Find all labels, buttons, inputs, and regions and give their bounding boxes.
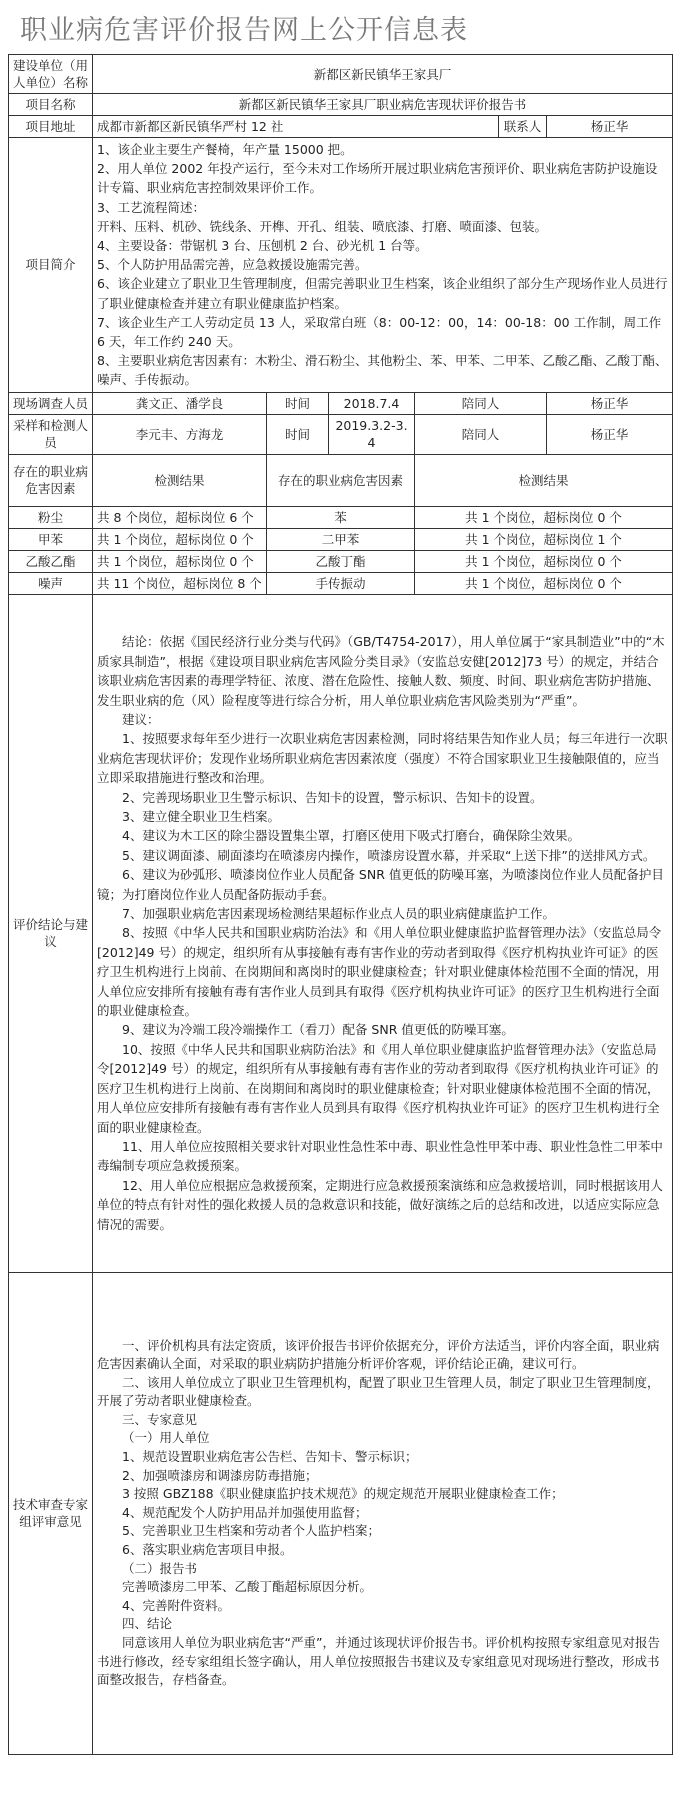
sampling-accomp-label: 陪同人 xyxy=(415,414,547,454)
survey-people: 龚文正、潘学良 xyxy=(93,392,267,414)
conclusion-paragraph: 9、建议为冷端工段冷端操作工（看刀）配备 SNR 值更低的防噪耳塞。 xyxy=(122,1022,514,1038)
conclusion-paragraph: 12、用人单位应根据应急救援预案，定期进行应急救援预案演练和应急救援培训，同时根据该用人单位的特点有针对性的强化救援人员的急救意识和技能，做好演练之后的总结和改进，以适应实际应急情况的需要。 xyxy=(97,1177,663,1232)
review-paragraph: 1、规范设置职业病危害公告栏、告知卡、警示标识； xyxy=(122,1449,418,1465)
survey-row xyxy=(9,392,673,414)
employer-row xyxy=(9,55,673,94)
intro-item-3: 3、工艺流程简述： xyxy=(97,199,205,215)
intro-content xyxy=(93,138,673,393)
employer-value: 新都区新民镇华王家具厂 xyxy=(93,55,673,94)
conclusion-paragraph: 11、用人单位应按照相关要求针对职业性急性苯中毒、职业性急性甲苯中毒、职业性急性二甲苯中毒编制专项应急救援预案。 xyxy=(97,1138,663,1174)
review-paragraph: 4、规范配发个人防护用品并加强使用监督； xyxy=(122,1504,368,1520)
review-paragraph: （二）报告书 xyxy=(122,1560,198,1576)
sampling-time-label: 时间 xyxy=(267,414,329,454)
hazard-header-factor: 存在的职业病危害因素 xyxy=(9,454,93,506)
conclusion-paragraph: 4、建议为木工区的除尘器设置集尘罩，打磨区使用下吸式打磨台，确保除尘效果。 xyxy=(122,828,580,844)
hazard-factor: 甲苯 xyxy=(9,528,93,550)
conclusion-paragraph: 结论：依据《国民经济行业分类与代码》（GB/T4754-2017），用人单位属于“家具制造业”中的“木质家具制造”，根据《建设项目职业病危害风险分类目录》（安监总安健[2012]73 号）的规定，并结合该职业病危害因素的毒理学特征、浓度、潜在危险性、接触人数、频度、时间、职业病危害防护措施、发生职业病的危（风）险程度等进行综合分析，用人单位职业病危害风险类别为“严重”。 xyxy=(97,634,665,708)
address-value: 成都市新都区新民镇华严村 12 社 xyxy=(93,116,499,138)
hazard-result-2: 共 1 个岗位，超标岗位 0 个 xyxy=(415,572,673,594)
conclusion-paragraph: 5、建议调面漆、刷面漆均在喷漆房内操作，喷漆房设置水幕，并采取“上送下排”的送排风方式。 xyxy=(122,847,656,863)
review-paragraph: 一、评价机构具有法定资质，该评价报告书评价依据充分，评价方法适当，评价内容全面，职业病危害因素确认全面，对采取的职业病防护措施分析评价客观，评价结论正确，建议可行。 xyxy=(97,1337,660,1372)
intro-label: 项目简介 xyxy=(9,138,93,393)
hazard-result-2: 共 1 个岗位，超标岗位 0 个 xyxy=(415,506,673,528)
conclusion-paragraph: 1、按照要求每年至少进行一次职业病危害因素检测，同时将结果告知作业人员；每三年进行一次职业病危害现状评价；发现作业场所职业病危害因素浓度（强度）不符合国家职业卫生接触限值的，应当立即采取措施进行整改和治理。 xyxy=(97,731,668,786)
intro-item-2: 2、用人单位 2002 年投产运行，至今未对工作场所开展过职业病危害预评价、职业病危害防护设施设计专篇、职业病危害控制效果评价工作。 xyxy=(97,161,658,196)
conclusion-paragraph: 8、按照《中华人民共和国职业病防治法》和《用人单位职业健康监护监督管理办法》（安监总局令[2012]49 号）的规定，组织所有从事接触有毒有害作业的劳动者到取得《医疗机构执业许可证》的医疗卫生机构进行上岗前、在岗期间和离岗时的职业健康检查；针对职业健康体检范围不全面的情况，用人单位应安排所有接触有毒有害作业人员到具有取得《医疗机构执业许可证》的医疗卫生机构进行全面的职业健康检查。 xyxy=(97,925,662,1019)
sampling-people: 李元丰、方海龙 xyxy=(93,414,267,454)
conclusion-paragraph: 3、建立健全职业卫生档案。 xyxy=(122,809,280,824)
intro-row xyxy=(9,138,673,393)
review-paragraph: 二、该用人单位成立了职业卫生管理机构，配置了职业卫生管理人员，制定了职业卫生管理制度，开展了劳动者职业健康检查。 xyxy=(97,1374,660,1409)
survey-accomp-label: 陪同人 xyxy=(415,392,547,414)
review-paragraph: 四、结论 xyxy=(122,1616,173,1632)
hazard-factor: 噪声 xyxy=(9,572,93,594)
review-paragraph: 6、落实职业病危害项目申报。 xyxy=(122,1542,293,1558)
review-paragraph: 完善喷漆房二甲苯、乙酸丁酯超标原因分析。 xyxy=(122,1579,373,1595)
hazard-row xyxy=(9,528,673,550)
hazard-factor-2: 手传振动 xyxy=(267,572,415,594)
conclusion-label: 评价结论与建议 xyxy=(9,594,93,1272)
project-name-row xyxy=(9,94,673,116)
intro-item-6: 5、个人防护用品需完善，应急救援设施需完善。 xyxy=(97,257,368,273)
hazard-header-result-2: 检测结果 xyxy=(415,454,673,506)
review-content xyxy=(93,1272,673,1754)
address-label: 项目地址 xyxy=(9,116,93,138)
review-paragraph: 2、加强喷漆房和调漆房防毒措施； xyxy=(122,1467,318,1483)
intro-item-7: 6、该企业建立了职业卫生管理制度，但需完善职业卫生档案，该企业组织了部分生产现场作业人员进行了职业健康检查并建立有职业健康监护档案。 xyxy=(97,276,668,311)
hazard-result: 共 11 个岗位，超标岗位 8 个 xyxy=(93,572,267,594)
survey-accomp: 杨正华 xyxy=(547,392,673,414)
survey-time-label: 时间 xyxy=(267,392,329,414)
hazard-result: 共 1 个岗位，超标岗位 0 个 xyxy=(93,550,267,572)
address-row xyxy=(9,116,673,138)
review-paragraph: 同意该用人单位为职业病危害“严重”，并通过该现状评价报告书。评价机构按照专家组意见对报告书进行修改，经专家组组长签字确认，用人单位按照报告书建议及专家组意见对现场进行整改，形成书面整改报告，存档备查。 xyxy=(97,1635,660,1688)
hazard-factor: 粉尘 xyxy=(9,506,93,528)
contact-label: 联系人 xyxy=(499,116,547,138)
intro-item-1: 1、该企业主要生产餐椅，年产量 15000 把。 xyxy=(97,142,353,157)
hazard-factor-2: 二甲苯 xyxy=(267,528,415,550)
intro-item-4: 开料、压料、机砂、铣线条、开榫、开孔、组装、喷底漆、打磨、喷面漆、包装。 xyxy=(97,218,548,234)
conclusion-paragraph: 10、按照《中华人民共和国职业病防治法》和《用人单位职业健康监护监督管理办法》（安监总局令[2012]49 号）的规定，组织所有从事接触有毒有害作业的劳动者到取得《医疗机构执业许可证》的医疗卫生机构进行上岗前、在岗期间和离岗时的职业健康检查；针对职业健康体检范围不全面的情况，用人单位应安排所有接触有毒有害作业人员到具有取得《医疗机构执业许可证》的医疗卫生机构进行全面的职业健康检查。 xyxy=(97,1041,660,1135)
conclusion-paragraph: 6、建议为砂弧形、喷漆岗位作业人员配备 SNR 值更低的防噪耳塞，为喷漆岗位作业人员配备护目镜；为打磨岗位作业人员配备防振动手套。 xyxy=(97,867,664,902)
review-paragraph: 3 按照 GBZ188《职业健康监护技术规范》的规定规范开展职业健康检查工作； xyxy=(122,1486,564,1502)
sampling-accomp: 杨正华 xyxy=(547,414,673,454)
conclusion-paragraph: 建议： xyxy=(122,711,160,727)
hazard-result-2: 共 1 个岗位，超标岗位 0 个 xyxy=(415,550,673,572)
page-title: 职业病危害评价报告网上公开信息表 xyxy=(20,15,468,46)
review-paragraph: 5、完善职业卫生档案和劳动者个人监护档案； xyxy=(122,1523,380,1539)
hazard-factor: 乙酸乙酯 xyxy=(9,550,93,572)
hazard-result: 共 1 个岗位，超标岗位 0 个 xyxy=(93,528,267,550)
intro-item-8: 7、该企业生产工人劳动定员 13 人，采取常白班（8：00-12：00，14：00-18：00 工作制，周工作 6 天，年工作约 240 天。 xyxy=(97,314,662,350)
employer-label: 建设单位（用人单位）名称 xyxy=(9,55,93,94)
hazard-row xyxy=(9,506,673,528)
project-name-label: 项目名称 xyxy=(9,94,93,116)
sampling-row xyxy=(9,414,673,454)
sampling-label: 采样和检测人员 xyxy=(9,414,93,454)
hazard-header-row xyxy=(9,454,673,506)
review-paragraph: 4、完善附件资料。 xyxy=(122,1597,230,1613)
hazard-factor-2: 乙酸丁酯 xyxy=(267,550,415,572)
hazard-result: 共 8 个岗位，超标岗位 6 个 xyxy=(93,506,267,528)
hazard-header-result: 检测结果 xyxy=(93,454,267,506)
contact-value: 杨正华 xyxy=(547,116,673,138)
survey-label: 现场调查人员 xyxy=(9,392,93,414)
hazard-result-2: 共 1 个岗位，超标岗位 1 个 xyxy=(415,528,673,550)
intro-item-9: 8、主要职业病危害因素有：木粉尘、滑石粉尘、其他粉尘、苯、甲苯、二甲苯、乙酸乙酯、乙酸丁酯、噪声、手传振动。 xyxy=(97,353,668,388)
review-paragraph: （一）用人单位 xyxy=(122,1430,210,1446)
conclusion-paragraph: 7、加强职业病危害因素现场检测结果超标作业点人员的职业病健康监护工作。 xyxy=(122,906,555,922)
survey-time: 2018.7.4 xyxy=(329,392,415,414)
disclosure-form-table xyxy=(8,54,673,1755)
hazard-row xyxy=(9,550,673,572)
hazard-header-factor-2: 存在的职业病危害因素 xyxy=(267,454,415,506)
conclusion-content xyxy=(93,594,673,1272)
sampling-time: 2019.3.2-3.4 xyxy=(329,414,415,454)
review-paragraph: 三、专家意见 xyxy=(122,1411,198,1427)
hazard-factor-2: 苯 xyxy=(267,506,415,528)
review-row xyxy=(9,1272,673,1754)
hazard-row xyxy=(9,572,673,594)
review-label: 技术审查专家组评审意见 xyxy=(9,1272,93,1754)
intro-item-5: 4、主要设备：带锯机 3 台、压刨机 2 台、砂光机 1 台等。 xyxy=(97,238,428,254)
project-name-value: 新都区新民镇华王家具厂职业病危害现状评价报告书 xyxy=(93,94,673,116)
conclusion-paragraph: 2、完善现场职业卫生警示标识、告知卡的设置，警示标识、告知卡的设置。 xyxy=(122,789,543,805)
conclusion-row xyxy=(9,594,673,1272)
